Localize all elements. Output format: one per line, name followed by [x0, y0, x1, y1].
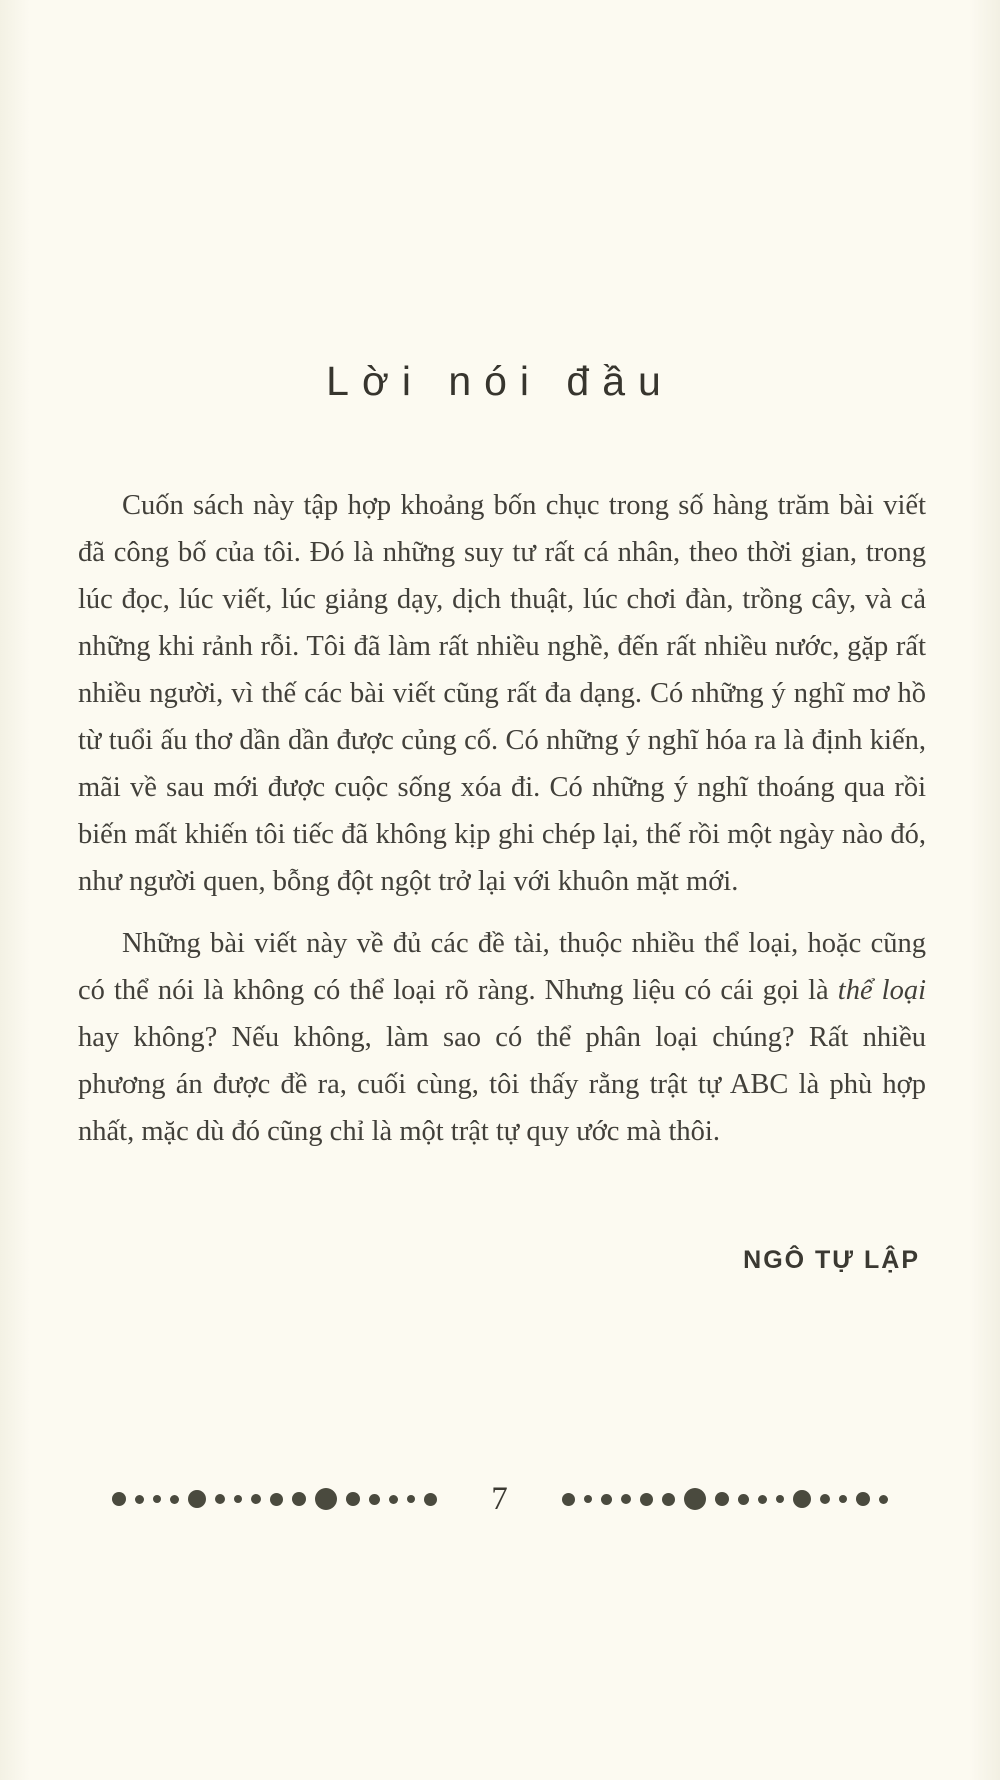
page-footer	[0, 1478, 1000, 1520]
decorative-dot	[601, 1494, 612, 1505]
decorative-dot	[292, 1492, 306, 1506]
decorative-dot	[170, 1495, 179, 1504]
paragraph-2-segment: Những bài viết này về đủ các đề tài, thuộc nhiều thể loại, hoặc cũng có thể nói là không có thể loại rõ ràng. Nhưng liệu có cái gọi là	[78, 928, 926, 1006]
decorative-dot	[776, 1495, 784, 1503]
decorative-dot	[738, 1494, 749, 1505]
decorative-dot	[153, 1495, 161, 1503]
paragraph-2-segment: hay không? Nếu không, làm sao có thể phân loại chúng? Rất nhiều phương án được đề ra, cuối cùng, tôi thấy rằng trật tự ABC là phù hợp nhất, mặc dù đó cũng chỉ là một trật tự quy ước mà thôi.	[78, 1022, 926, 1147]
paragraph-2-italic-term: thể loại	[837, 975, 927, 1006]
decorative-dot	[188, 1490, 206, 1508]
decorative-dot	[758, 1495, 767, 1504]
decorative-dot	[346, 1492, 360, 1506]
decorative-dot	[407, 1495, 415, 1503]
decorative-dot	[839, 1495, 847, 1503]
page-number: 7	[491, 1480, 508, 1517]
decorative-dot	[369, 1494, 380, 1505]
decorative-dot	[856, 1492, 870, 1506]
decorative-dot	[820, 1494, 830, 1504]
decorative-dot	[270, 1493, 283, 1506]
decorative-dot	[234, 1495, 242, 1503]
decorative-dots-right	[562, 1488, 888, 1510]
decorative-dot	[793, 1490, 811, 1508]
decorative-dot	[251, 1494, 261, 1504]
decorative-dot	[424, 1493, 437, 1506]
decorative-dot	[584, 1495, 592, 1503]
decorative-dot	[640, 1493, 653, 1506]
decorative-dot	[112, 1492, 126, 1506]
body-text	[78, 482, 926, 1170]
decorative-dot	[662, 1493, 675, 1506]
decorative-dot	[879, 1495, 888, 1504]
author-signature: NGÔ TỰ LẬP	[743, 1246, 920, 1274]
decorative-dot	[562, 1493, 575, 1506]
paragraph-1: Cuốn sách này tập hợp khoảng bốn chục trong số hàng trăm bài viết đã công bố của tôi. Đó là những suy tư rất cá nhân, theo thời gian, trong lúc đọc, lúc viết, lúc giảng dạy, dịch thuật, lúc chơi đàn, trồng cây, và cả những khi rảnh rỗi. Tôi đã làm rất nhiều nghề, đến rất nhiều nước, gặp rất nhiều người, vì thế các bài viết cũng rất đa dạng. Có những ý nghĩ mơ hồ từ tuổi ấu thơ dần dần được củng cố. Có những ý nghĩ hóa ra là định kiến, mãi về sau mới được cuộc sống xóa đi. Có những ý nghĩ thoáng qua rồi biến mất khiến tôi tiếc đã không kịp ghi chép lại, thế rồi một ngày nào đó, như người quen, bỗng đột ngột trở lại với khuôn mặt mới.	[78, 490, 926, 897]
decorative-dot	[389, 1495, 398, 1504]
decorative-dot	[215, 1494, 225, 1504]
decorative-dots-left	[112, 1488, 437, 1510]
decorative-dot	[621, 1494, 631, 1504]
decorative-dot	[135, 1495, 144, 1504]
decorative-dot	[715, 1492, 729, 1506]
decorative-dot	[315, 1488, 337, 1510]
paragraph-2	[78, 920, 926, 1155]
decorative-dot	[684, 1488, 706, 1510]
page-title: Lời nói đầu	[326, 358, 674, 404]
